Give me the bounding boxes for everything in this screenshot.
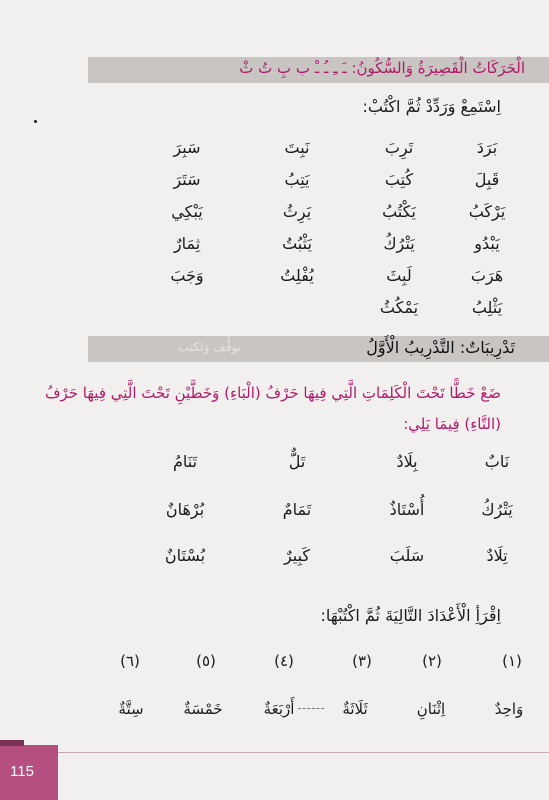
word: يَبْكِي [171, 202, 203, 221]
section-title-bar [88, 57, 549, 83]
drills-label: تَدْرِيبَاتٌ: التَّدْرِيبُ الْأَوَّلُ [366, 338, 515, 357]
word: ثِمَارٌ [173, 234, 201, 253]
drill-word: نَابٌ [484, 452, 510, 471]
word: يُفْلِتُ [280, 266, 314, 285]
word: يَتِبُ [284, 170, 310, 189]
word: تَرِبَ [384, 138, 414, 157]
numeral: (٢) [422, 652, 442, 670]
word: وَجَبَ [170, 266, 204, 285]
drills-bar [88, 336, 549, 362]
number-word: خَمْسَةٌ [183, 700, 223, 718]
word: بَرَدَ [476, 138, 498, 157]
word: يَمْكُثُ [379, 298, 419, 317]
drill-word: تَنَامُ [172, 452, 198, 471]
instruction-line-1: ضَعْ خَطًّا تَحْتَ الْكَلِمَاتِ الَّتِي فِيهَا حَرْفُ (الْبَاءِ) وَخَطَّيْنِ تَحْتَ الَّتِي فِيهَا حَرْفُ [44, 384, 501, 402]
page-number: 115 [10, 763, 34, 780]
number-word: اِثْنَانِ [416, 700, 446, 718]
word: يَكْتُبُ [382, 202, 416, 221]
word: يَثْلِبُ [471, 298, 503, 317]
word: كُتِبَ [384, 170, 414, 189]
instruction-line-2: (التَّاءِ) فِيمَا يَلِي: [403, 415, 501, 433]
numbers-heading: اِقْرَأِ الْأَعْدَادَ التَّالِيَةَ ثُمَّ اكْتُبْهَا: [320, 606, 501, 625]
word: لَبِثَ [386, 266, 412, 285]
dash-separator [298, 708, 324, 709]
word: يَثْبُتُ [282, 234, 312, 253]
page-number-tab [0, 745, 58, 800]
drill-word: بُرْهَانٌ [165, 500, 205, 519]
drill-word: تَلٌّ [288, 452, 306, 471]
numeral: (٤) [274, 652, 294, 670]
drill-word: أُسْتَاذٌ [389, 500, 425, 519]
listen-heading: اِسْتَمِعْ وَرَدِّدْ ثُمَّ اكْتُبْ: [362, 97, 501, 116]
word: هَرَبَ [470, 266, 504, 285]
numeral: (٥) [196, 652, 216, 670]
drill-word: كَبِيرٌ [283, 546, 311, 565]
footer-rule [58, 752, 549, 753]
drill-word: يَتْرُكُ [481, 500, 513, 519]
word: يَبْدُو [474, 234, 500, 253]
number-word: وَاحِدٌ [494, 700, 524, 718]
word: يَرِثُ [282, 202, 312, 221]
drill-word: سَلَبَ [389, 546, 425, 565]
number-word: ثَلَاثَةٌ [342, 700, 368, 718]
drill-word: تَمَامٌ [282, 500, 312, 519]
word: نَبِتَ [284, 138, 310, 157]
drill-word: تِلَادٌ [486, 546, 508, 565]
corner-mark [0, 740, 24, 746]
word: يَتْرُكُ [383, 234, 415, 253]
drill-word: بُسْتَانٌ [164, 546, 206, 565]
word: سَتَرَ [173, 170, 201, 189]
word: يَرْكَبُ [468, 202, 506, 221]
stray-dot [34, 120, 37, 123]
section-title: الْحَرَكَاتُ الْقَصِيرَةُ وَالسُّكُونُ: ـَ ـِ ـُ ـْ ب بِ تُ ثْ [239, 59, 525, 77]
word: قَبِلَ [474, 170, 500, 189]
drills-ghost-text: توقُّف وَلكتب [178, 340, 241, 354]
drill-word: بِلَادٌ [396, 452, 418, 471]
number-word: سِتَّةٌ [118, 700, 144, 718]
numeral: (١) [502, 652, 522, 670]
numeral: (٦) [120, 652, 140, 670]
word: سَبِرَ [173, 138, 201, 157]
numeral: (٣) [352, 652, 372, 670]
number-word: أَرْبَعَةٌ [263, 700, 295, 718]
